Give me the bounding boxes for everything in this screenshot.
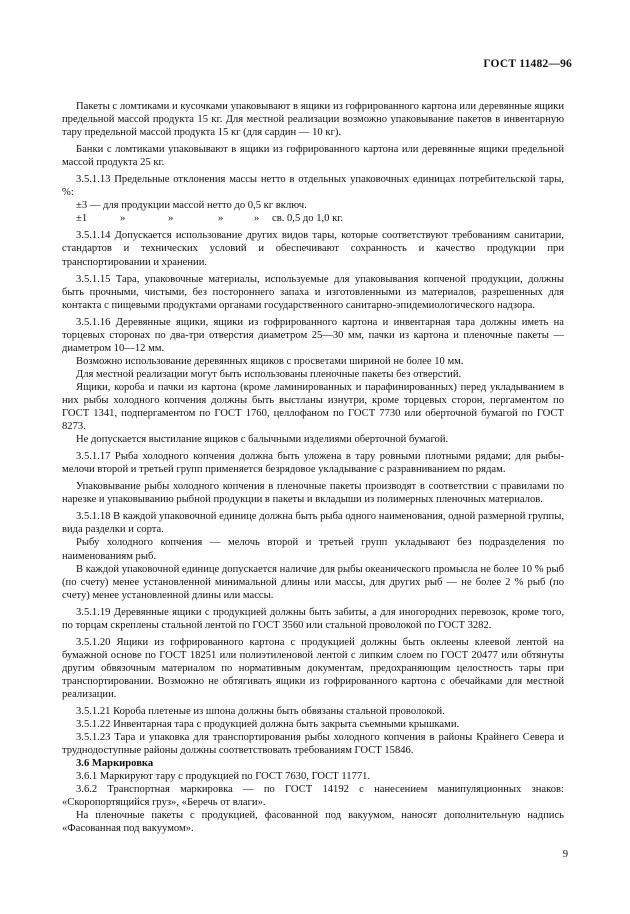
page-number: 9 (562, 849, 568, 860)
standard-designation: ГОСТ 11482—96 (483, 58, 572, 70)
tolerance-value: ±1 (76, 213, 88, 225)
paragraph: На пленочные пакеты с продукцией, фасованной под вакуумом, наносят дополнительную надпись «Фасованная под вакуумом». (62, 810, 564, 835)
paragraph: 3.5.1.14 Допускается использование других видов тары, которые соответствуют требованиям санитарии, стандартов и технических условий и обеспечивают сохранность и качество продукции при транспортировании и хранении. (62, 230, 564, 268)
paragraph: Для местной реализации могут быть использованы пленочные пакеты без отверстий. (76, 368, 462, 380)
paragraph: 3.6.2 Транспортная маркировка — по ГОСТ 14192 с нанесением манипуляционных знаков: «Скоропортящийся груз», «Беречь от влаги». (62, 784, 564, 809)
paragraph: Упаковывание рыбы холодного копчения в пленочные пакеты производят в соответствии с правилами по нарезке и упаковыванию рыбной продукции в пакеты и вкладыши из полимерных пленочных материалов. (62, 481, 564, 506)
paragraph: 3.5.1.18 В каждой упаковочной единице должна быть рыба одного наименования, одной размерной группы, вида разделки и сорта. (62, 511, 564, 536)
paragraph: Ящики, короба и пачки из картона (кроме ламинированных и парафинированных) перед укладыванием в них рыбы холодного копчения должны быть выстланы изнутри, кроме торцевых сторон, пергаментом по ГОСТ 1341, подпергаментом по ГОСТ 1760, целлофаном по ГОСТ 7730 или оберточной бумагой по ГОСТ 8273. (62, 381, 564, 433)
paragraph: 3.5.1.16 Деревянные ящики, ящики из гофрированного картона и инвентарная тара должны иметь на торцевых сторонах по два-три отверстия диаметром 25—30 мм, пачки из картона и пленочные пакеты — диаметром 10—12 мм. (62, 316, 564, 354)
paragraph: 3.5.1.17 Рыба холодного копчения должна быть уложена в тару ровными плотными рядами; для рыбы-мелочи второй и третьей групп применяется безрядовое укладывание с разравниванием по рядам. (62, 451, 564, 476)
paragraph: 3.5.1.15 Тара, упаковочные материалы, используемые для упаковывания копченой продукции, должны быть прочными, чистыми, без постороннего запаха и изготовленными из материалов, разрешенных для контакта с пищевыми продуктами органами государственного санитарно-эпидемиологического надзора. (62, 273, 564, 311)
paragraph: Банки с ломтиками упаковывают в ящики из гофрированного картона или деревянные ящики предельной массой продукта 25 кг. (62, 144, 564, 169)
paragraph: 3.5.1.20 Ящики из гофрированного картона с продукцией должны быть оклеены клеевой лентой на бумажной основе по ГОСТ 18251 или полиэтиленовой лентой с липким слоем по ГОСТ 20477 или обтянуты другим обвязочным материалом по нормативным документам, предохраняющим целостность тары при транспортировании. Возможно не обтягивать ящики из гофрированного картона с обечайками для местной реализации. (62, 636, 564, 700)
paragraph: 3.5.1.21 Короба плетеные из шпона должны быть обвязаны стальной проволокой. (76, 706, 445, 718)
ditto-mark: » (120, 213, 126, 225)
paragraph: 3.5.1.22 Инвентарная тара с продукцией должна быть закрыта съемными крышками. (76, 719, 460, 731)
paragraph: 3.6.1 Маркируют тару с продукцией по ГОСТ 7630, ГОСТ 11771. (76, 771, 371, 783)
paragraph: В каждой упаковочной единице допускается наличие для рыбы океанического промысла не более 10 % рыб (по счету) менее установленной минимальной длины или массы, для других рыб — не более 2 % рыб (по счету) менее установленной длины или массы. (62, 563, 564, 601)
paragraph: 3.5.1.23 Тара и упаковка для транспортирования рыбы холодного копчения в районы Крайнего Севера и труднодоступные районы должны соответствовать требованиям ГОСТ 15846. (62, 732, 564, 757)
tolerance-line: ±3 — для продукции массой нетто до 0,5 кг включ. (76, 200, 307, 212)
paragraph: 3.5.1.19 Деревянные ящики с продукцией должны быть забиты, а для иногородних перевозок, кроме того, по торцам скреплены стальной лентой по ГОСТ 3560 или стальной проволокой по ГОСТ 3282. (62, 606, 564, 631)
section-heading: 3.6 Маркировка (76, 758, 154, 770)
paragraph: Не допускается выстилание ящиков с балычными изделиями оберточной бумагой. (76, 434, 449, 446)
tolerance-line-ditto (62, 212, 564, 225)
paragraph: Возможно использование деревянных ящиков с просветами шириной не более 10 мм. (76, 355, 464, 367)
paragraph: 3.5.1.13 Предельные отклонения массы нетто в отдельных упаковочных единицах потребительской тары, %: (62, 174, 564, 199)
paragraph: Пакеты с ломтиками и кусочками упаковывают в ящики из гофрированного картона или деревянные ящики предельной массой продукта 15 кг. Для местной реализации возможно упаковывание пакетов в инвентарную тару предельной массой продукта 15 кг (для сардин — 10 кг). (62, 101, 564, 139)
tolerance-range: св. 0,5 до 1,0 кг. (272, 213, 344, 225)
ditto-mark: » (218, 213, 224, 225)
document-body (62, 96, 564, 835)
ditto-mark: » (168, 213, 174, 225)
ditto-mark: » (254, 213, 260, 225)
paragraph: Рыбу холодного копчения — мелочь второй и третьей групп укладывают без подразделения по наименованиям рыб. (62, 537, 564, 562)
